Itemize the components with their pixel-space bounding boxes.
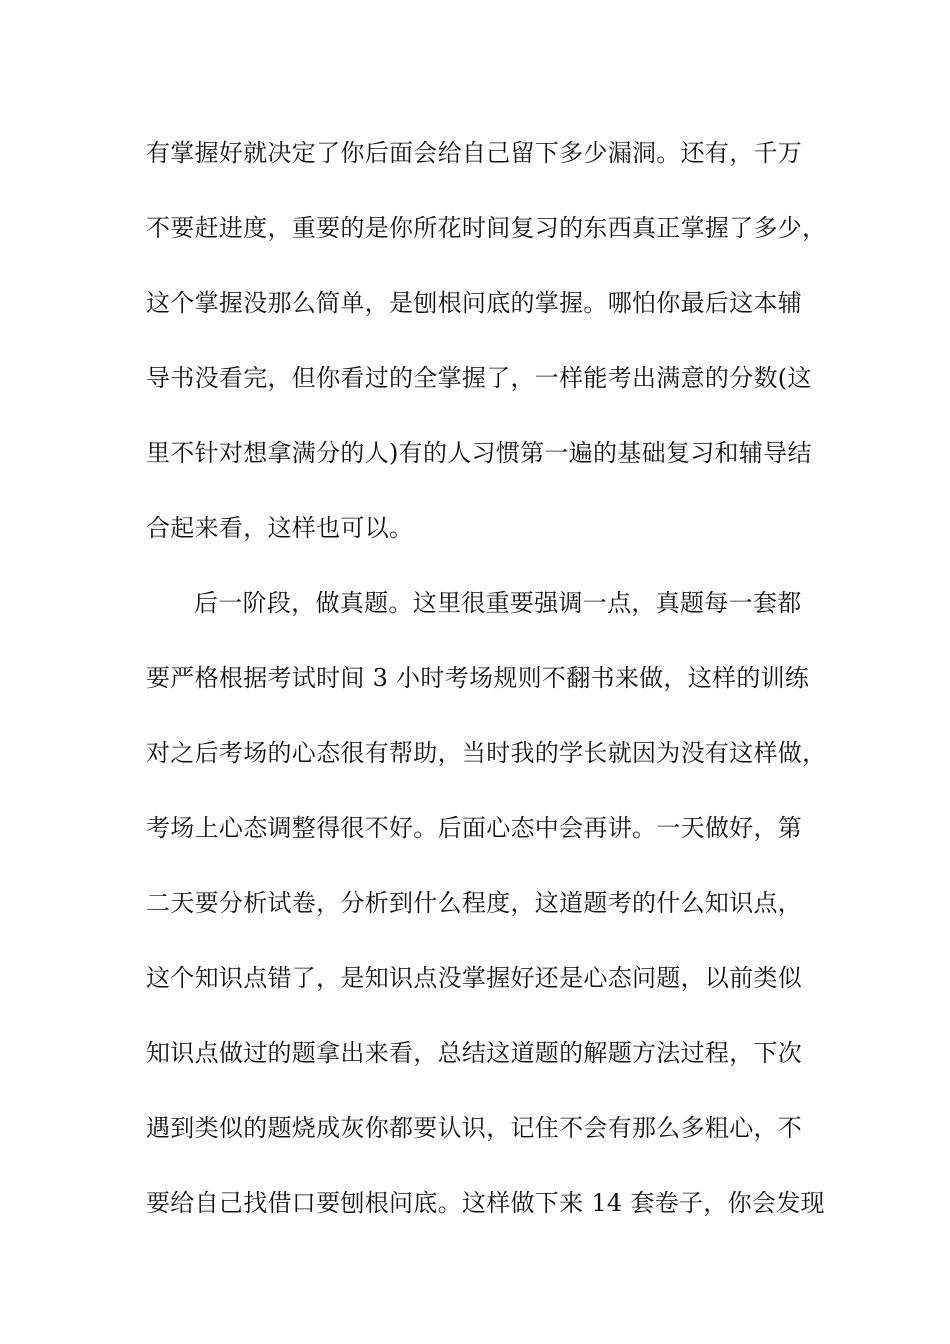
text-line: 不要赶进度，重要的是你所花时间复习的东西真正掌握了多少， bbox=[146, 214, 827, 242]
text-line: 遇到类似的题烧成灰你都要认识，记住不会有那么多粗心，不 bbox=[146, 1114, 803, 1142]
text-line: 有掌握好就决定了你后面会给自己留下多少漏洞。还有，千万 bbox=[146, 139, 803, 167]
paragraph-first-line: 后一阶段，做真题。这里很重要强调一点，真题每一套都 bbox=[194, 589, 802, 617]
text-line: 要严格根据考试时间 3 小时考场规则不翻书来做，这样的训练 bbox=[146, 664, 810, 692]
text-line: 里不针对想拿满分的人)有的人习惯第一遍的基础复习和辅导结 bbox=[146, 439, 812, 467]
text-line: 这个知识点错了，是知识点没掌握好还是心态问题，以前类似 bbox=[146, 964, 803, 992]
text-line: 考场上心态调整得很不好。后面心态中会再讲。一天做好，第 bbox=[146, 814, 803, 842]
text-line: 二天要分析试卷，分析到什么程度，这道题考的什么知识点， bbox=[146, 889, 803, 917]
text-line: 知识点做过的题拿出来看，总结这道题的解题方法过程，下次 bbox=[146, 1039, 803, 1067]
text-line: 这个掌握没那么简单，是刨根问底的掌握。哪怕你最后这本辅 bbox=[146, 289, 803, 317]
text-line: 对之后考场的心态很有帮助，当时我的学长就因为没有这样做， bbox=[146, 739, 827, 767]
text-line: 合起来看，这样也可以。 bbox=[146, 514, 414, 542]
text-line: 要给自己找借口要刨根问底。这样做下来 14 套卷子，你会发现 bbox=[146, 1189, 825, 1217]
text-line: 导书没看完，但你看过的全掌握了，一样能考出满意的分数(这 bbox=[146, 364, 812, 392]
